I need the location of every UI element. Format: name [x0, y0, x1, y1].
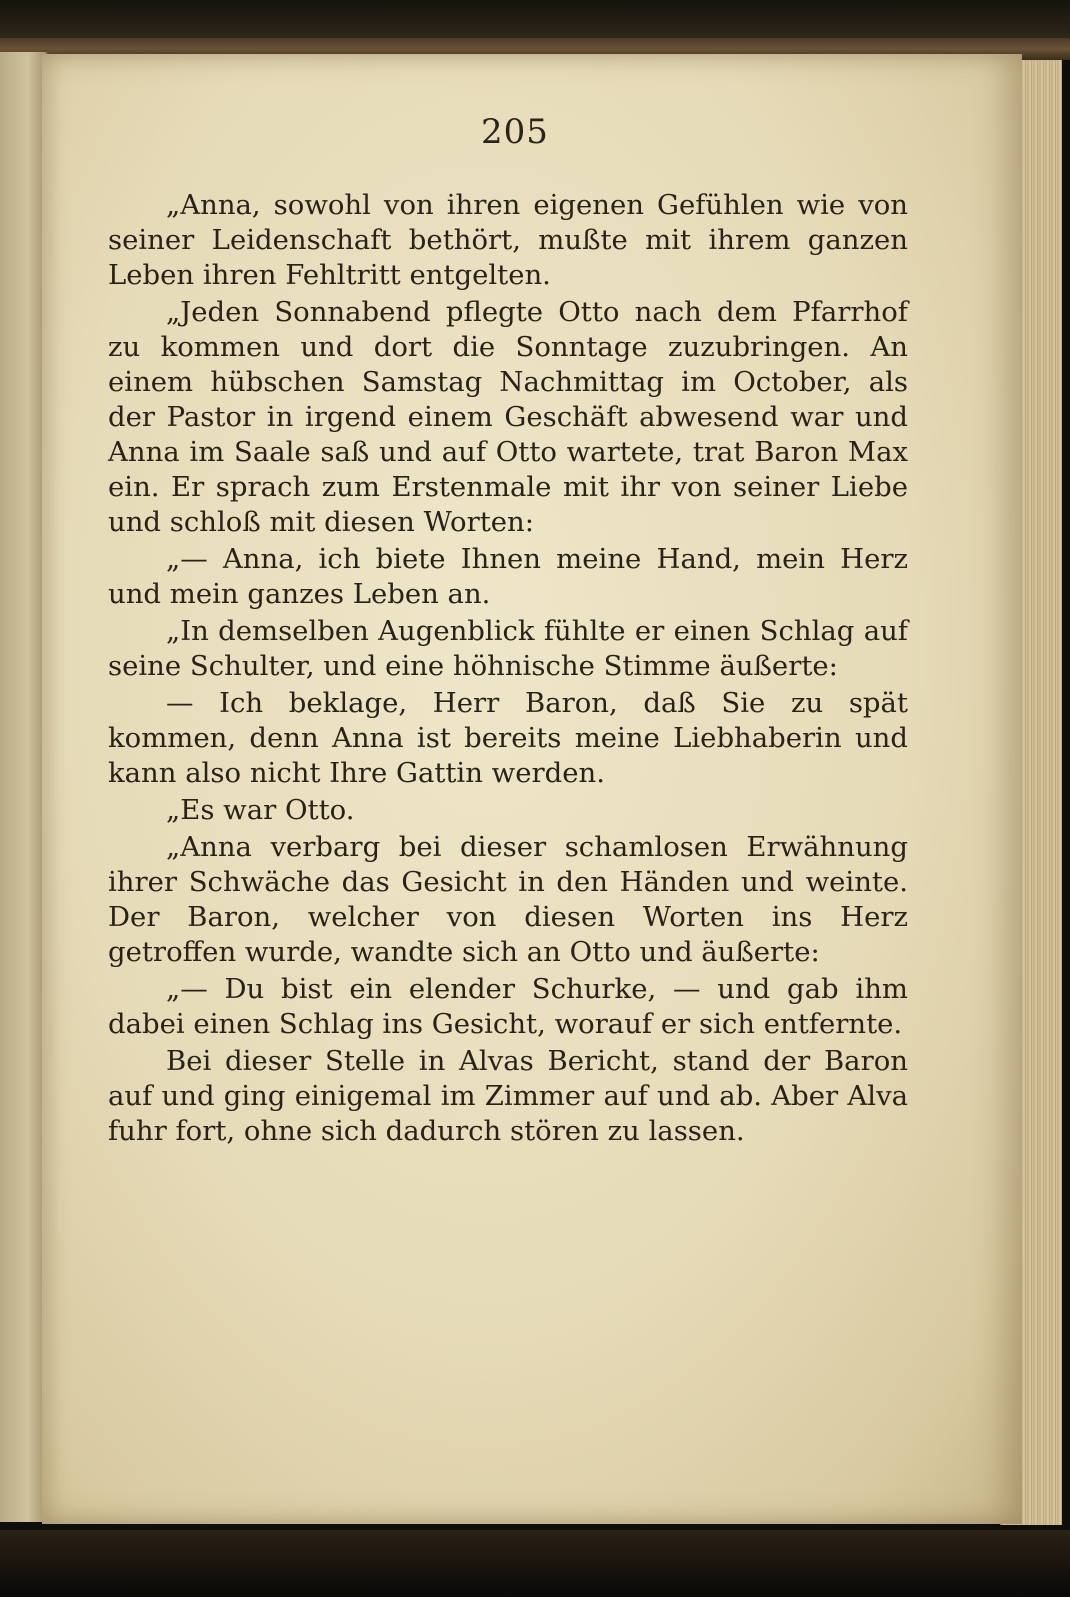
paragraph: „In demselben Augenblick fühlte er einen Schlag auf seine Schulter, und eine höhnische Stimme äußerte:	[108, 615, 908, 682]
paragraph: — Ich beklage, Herr Baron, daß Sie zu spät kommen, denn Anna ist bereits meine Liebhaberin und kann also nicht Ihre Gattin werden.	[108, 687, 908, 789]
paragraph: „Jeden Sonnabend pflegte Otto nach dem Pfarrhof zu kommen und dort die Sonntage zuzubringen. An einem hübschen Samstag Nachmittag im October, als der Pastor in irgend einem Geschäft abwesend war und Anna im Saale saß und auf Otto wartete, trat Baron Max ein. Er sprach zum Erstenmale mit ihr von seiner Liebe und schloß mit diesen Worten:	[108, 296, 908, 538]
paragraph: „— Anna, ich biete Ihnen meine Hand, mein Herz und mein ganzes Leben an.	[108, 543, 908, 610]
page-body	[108, 188, 908, 1149]
paragraph: Bei dieser Stelle in Alvas Bericht, stand der Baron auf und ging einigemal im Zimmer auf und ab. Aber Alva fuhr fort, ohne sich dadurch stören zu lassen.	[108, 1045, 908, 1147]
left-page-edge	[0, 52, 48, 1522]
scan-frame-bottom	[0, 1530, 1070, 1597]
paragraph: „Anna, sowohl von ihren eigenen Gefühlen wie von seiner Leidenschaft bethört, mußte mit ihrem ganzen Leben ihren Fehltritt entgelten.	[108, 189, 908, 291]
paragraph: „Es war Otto.	[166, 794, 355, 826]
page-number: 205	[481, 112, 549, 152]
paragraph: „Anna verbarg bei dieser schamlosen Erwähnung ihrer Schwäche das Gesicht in den Händen und weinte. Der Baron, welcher von diesen Worten ins Herz getroffen wurde, wandte sich an Otto und äußerte:	[108, 831, 908, 968]
paragraph: „— Du bist ein elender Schurke, — und gab ihm dabei einen Schlag ins Gesicht, worauf er sich entfernte.	[108, 973, 908, 1040]
